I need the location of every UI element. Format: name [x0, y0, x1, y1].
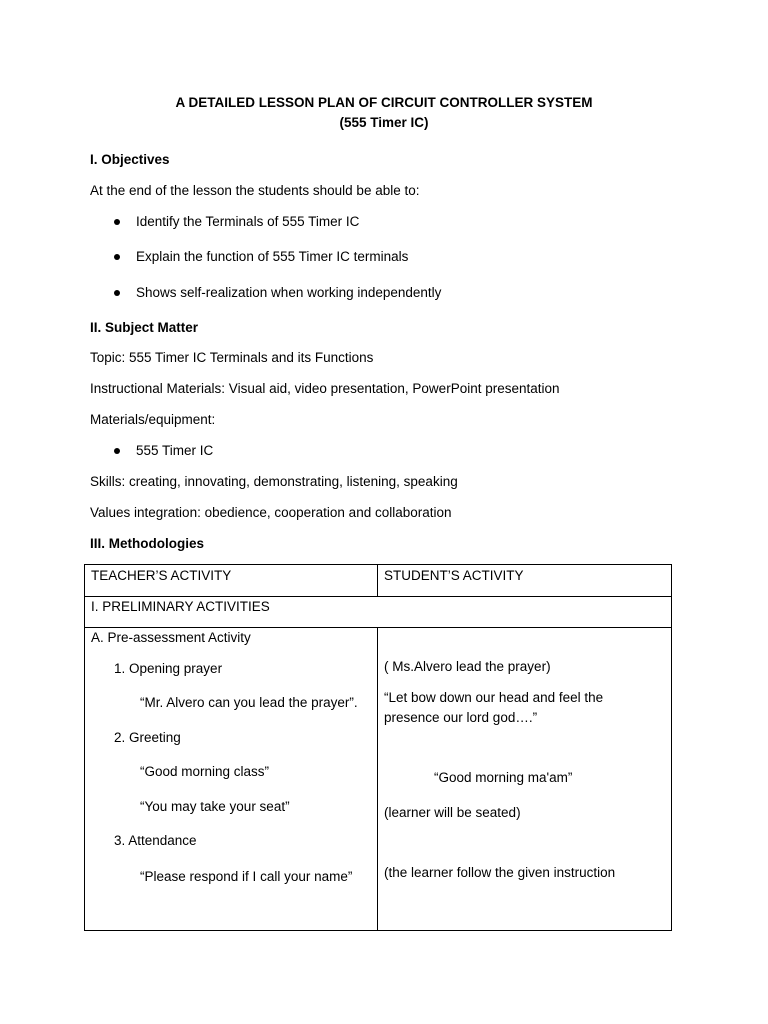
bullet-icon [114, 219, 120, 225]
values-line: Values integration: obedience, cooperation and collaboration [90, 505, 452, 520]
document-title-line2: (555 Timer IC) [339, 115, 429, 130]
greeting-reply: “Good morning ma'am” [434, 770, 573, 785]
greeting-label: 2. Greeting [114, 730, 181, 745]
attendance-label: 3. Attendance [114, 833, 197, 848]
bullet-icon [114, 290, 120, 296]
subject-matter-heading: II. Subject Matter [90, 320, 199, 335]
table-header-teacher [85, 565, 378, 597]
objectives-heading: I. Objectives [90, 152, 170, 167]
greeting-quote: “Good morning class” [140, 764, 270, 779]
teacher-activity-cell [85, 628, 378, 931]
instruction-response: (the learner follow the given instruction [384, 865, 616, 880]
preliminary-activities-cell [85, 597, 672, 628]
materials-item-1: 555 Timer IC [136, 443, 214, 458]
skills-line: Skills: creating, innovating, demonstrating, listening, speaking [90, 474, 458, 489]
student-activity-cell [378, 628, 672, 931]
topic-line: Topic: 555 Timer IC Terminals and its Functions [90, 350, 374, 365]
table-header-row [85, 565, 672, 597]
pre-assessment-label: A. Pre-assessment Activity [91, 630, 251, 645]
preliminary-activities-label: I. PRELIMINARY ACTIVITIES [91, 599, 270, 614]
student-activity-header: STUDENT’S ACTIVITY [384, 568, 524, 583]
attendance-quote: “Please respond if I call your name” [140, 869, 353, 884]
opening-prayer-quote: “Mr. Alvero can you lead the prayer”. [140, 695, 358, 710]
teacher-activity-header: TEACHER’S ACTIVITY [91, 568, 232, 583]
instructional-materials-line: Instructional Materials: Visual aid, video presentation, PowerPoint presentation [90, 381, 560, 396]
materials-label: Materials/equipment: [90, 412, 216, 427]
bullet-icon [114, 448, 120, 454]
table-row [85, 628, 672, 931]
objectives-intro: At the end of the lesson the students should be able to: [90, 183, 420, 198]
methodologies-table [84, 564, 672, 931]
objective-item-2: Explain the function of 555 Timer IC terminals [136, 249, 409, 264]
document-title-line1: A DETAILED LESSON PLAN OF CIRCUIT CONTROLLER SYSTEM [175, 95, 593, 110]
seat-quote: “You may take your seat” [140, 799, 290, 814]
methodologies-heading: III. Methodologies [90, 536, 204, 551]
seated-response: (learner will be seated) [384, 805, 521, 820]
prayer-line-2: presence our lord god….” [384, 710, 538, 725]
table-section-row [85, 597, 672, 628]
opening-prayer-label: 1. Opening prayer [114, 661, 223, 676]
table-header-student [378, 565, 672, 597]
prayer-line-1: “Let bow down our head and feel the [384, 690, 604, 705]
bullet-icon [114, 254, 120, 260]
objective-item-3: Shows self-realization when working independently [136, 285, 442, 300]
prayer-lead-response: ( Ms.Alvero lead the prayer) [384, 659, 551, 674]
objective-item-1: Identify the Terminals of 555 Timer IC [136, 214, 360, 229]
